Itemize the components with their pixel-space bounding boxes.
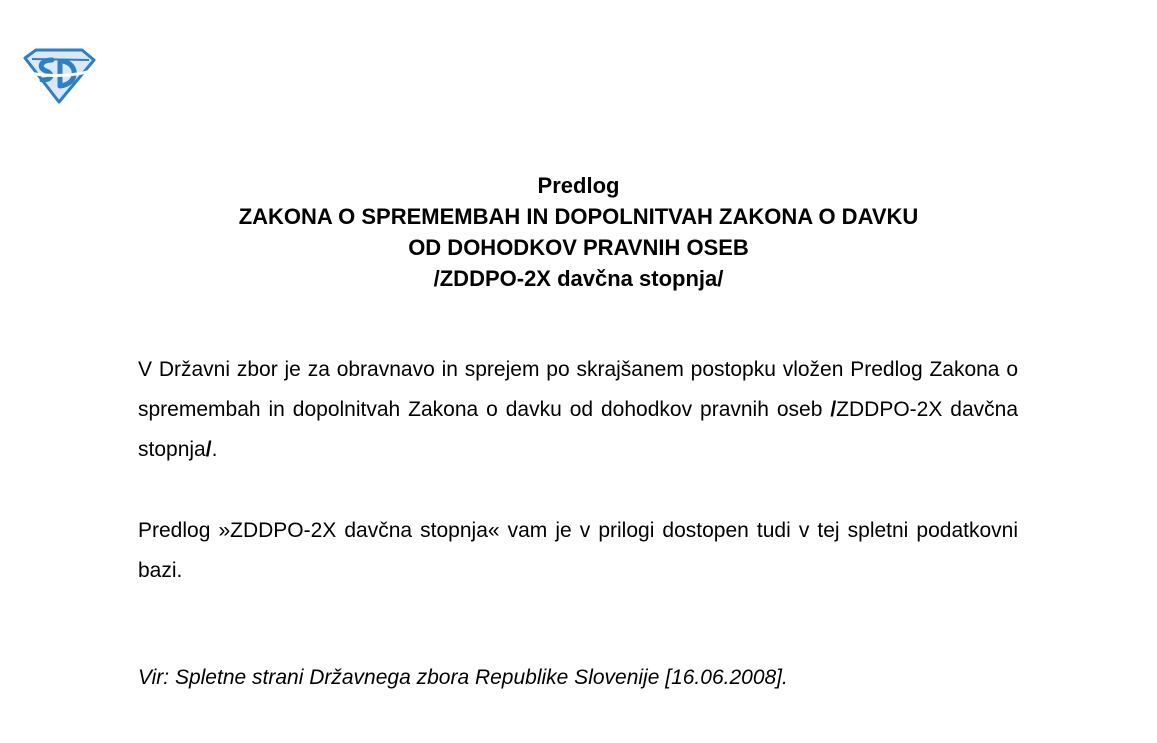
logo [22, 46, 96, 104]
source-citation: Vir: Spletne strani Državnega zbora Republike Slovenije [16.06.2008]. [138, 666, 788, 689]
paragraph-attachment-text: Predlog »ZDDPO-2X davčna stopnja« vam je v prilogi dostopen tudi v tej spletni podatkovni bazi. [138, 519, 1018, 582]
sd-shield-logo-icon [22, 46, 96, 104]
law-code: ZDDPO-2X davčna stopnja [138, 398, 1019, 461]
title-line-predlog: Predlog [537, 173, 620, 198]
paragraph-end: . [211, 438, 218, 461]
paragraph-intro [138, 350, 1018, 470]
title-line-law-name: ZAKONA O SPREMEMBAH IN DOPOLNITVAH ZAKONA O DAVKU [238, 204, 919, 229]
document-title [0, 170, 1157, 294]
title-line-law-name-cont: OD DOHODKOV PRAVNIH OSEB [408, 235, 749, 260]
paragraph-attachment [138, 511, 1018, 591]
slash-close: / [205, 438, 212, 461]
title-line-code: /ZDDPO-2X davčna stopnja/ [433, 266, 724, 291]
slash-open: / [830, 398, 837, 421]
paragraph-intro-text: V Državni zbor je za obravnavo in sprejem po skrajšanem postopku vložen Predlog Zakona o spremembah in dopolnitvah Zakona o davku od dohodkov pravnih oseb [138, 358, 1018, 421]
